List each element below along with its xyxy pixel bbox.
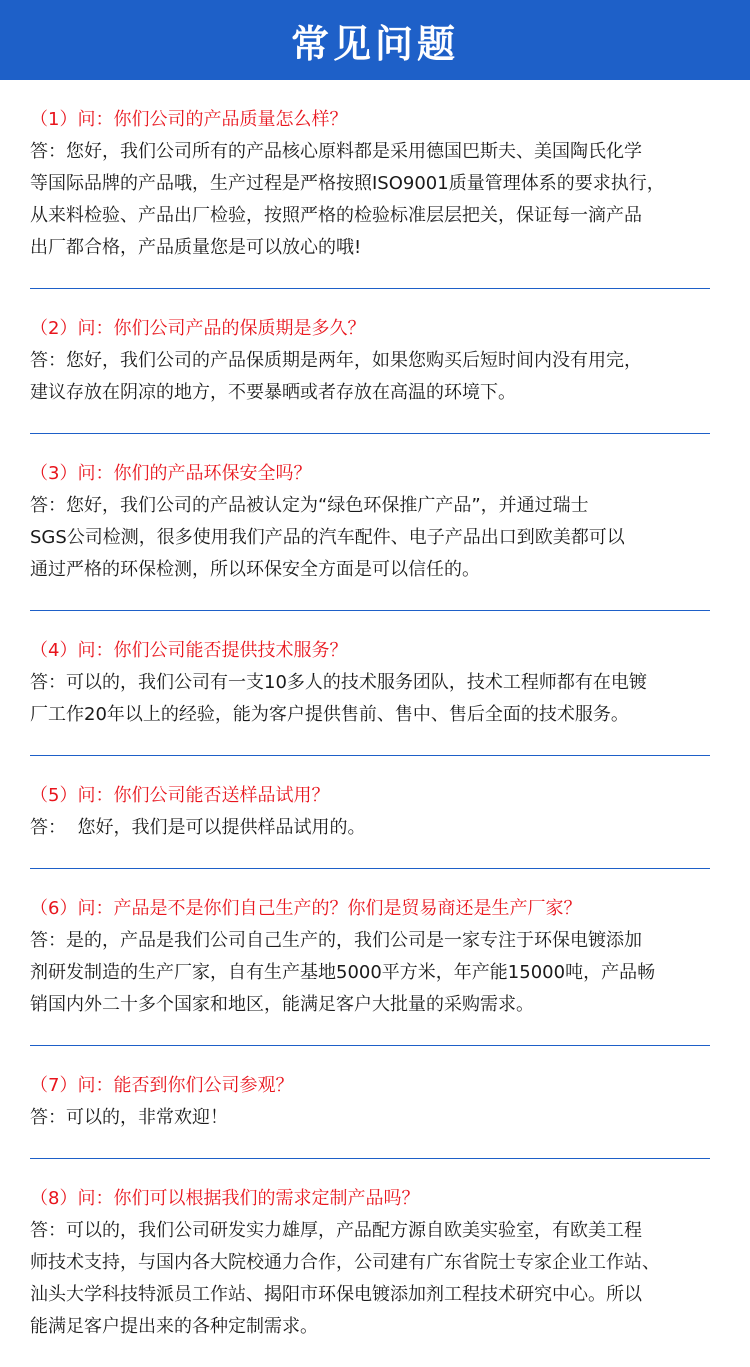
faq-question: （1）问：你们公司的产品质量怎么样？ (30, 109, 348, 130)
faq-question: （5）问：你们公司能否送样品试用？ (30, 785, 330, 806)
faq-item-7 (30, 1046, 710, 1159)
faq-list (30, 80, 710, 1367)
faq-answer: 答： 您好，我们是可以提供样品试用的。 (30, 817, 366, 838)
faq-question: （2）问：你们公司产品的保质期是多久？ (30, 318, 366, 339)
page-title: 常见问题 (290, 21, 459, 66)
faq-item-2 (30, 289, 710, 434)
page-header (0, 0, 750, 80)
faq-answer: 答：可以的，非常欢迎！ (30, 1107, 228, 1128)
faq-item-6 (30, 869, 710, 1046)
faq-answer: 答：您好，我们公司的产品被认定为“绿色环保推广产品”，并通过瑞士 SGS公司检测，很多使用我们产品的汽车配件、电子产品出口到欧美都可以 通过严格的环保检测，所以环保安全方面是可以信任的。 (30, 495, 625, 580)
faq-item-3 (30, 434, 710, 611)
faq-answer: 答：您好，我们公司所有的产品核心原料都是采用德国巴斯夫、美国陶氏化学 等国际品牌的产品哦，生产过程是严格按照ISO9001质量管理体系的要求执行， 从来料检验、产品出厂检验，按照严格的检验标准层层把关，保证每一滴产品 出厂都合格，产品质量您是可以放心的哦! (30, 141, 665, 258)
faq-question: （4）问：你们公司能否提供技术服务？ (30, 640, 348, 661)
faq-item-8 (30, 1159, 710, 1367)
faq-answer: 答：可以的，我们公司研发实力雄厚，产品配方源自欧美实验室，有欧美工程 师技术支持，与国内各大院校通力合作，公司建有广东省院士专家企业工作站、 汕头大学科技特派员工作站、揭阳市环保电镀添加剂工程技术研究中心。所以 能满足客户提出来的各种定制需求。 (30, 1220, 660, 1337)
faq-question: （3）问：你们的产品环保安全吗？ (30, 463, 312, 484)
faq-item-5 (30, 756, 710, 869)
faq-question: （8）问：你们可以根据我们的需求定制产品吗？ (30, 1188, 420, 1209)
faq-item-1 (30, 80, 710, 289)
faq-question: （6）问：产品是不是你们自己生产的？你们是贸易商还是生产厂家？ (30, 898, 582, 919)
faq-item-4 (30, 611, 710, 756)
faq-answer: 答：可以的，我们公司有一支10多人的技术服务团队，技术工程师都有在电镀 厂工作20年以上的经验，能为客户提供售前、售中、售后全面的技术服务。 (30, 672, 647, 725)
faq-question: （7）问：能否到你们公司参观？ (30, 1075, 294, 1096)
faq-answer: 答：是的，产品是我们公司自己生产的，我们公司是一家专注于环保电镀添加 剂研发制造的生产厂家，自有生产基地5000平方米，年产能15000吨，产品畅 销国内外二十多个国家和地区，能满足客户大批量的采购需求。 (30, 930, 656, 1015)
faq-answer: 答：您好，我们公司的产品保质期是两年，如果您购买后短时间内没有用完， 建议存放在阴凉的地方，不要暴晒或者存放在高温的环境下。 (30, 350, 642, 403)
